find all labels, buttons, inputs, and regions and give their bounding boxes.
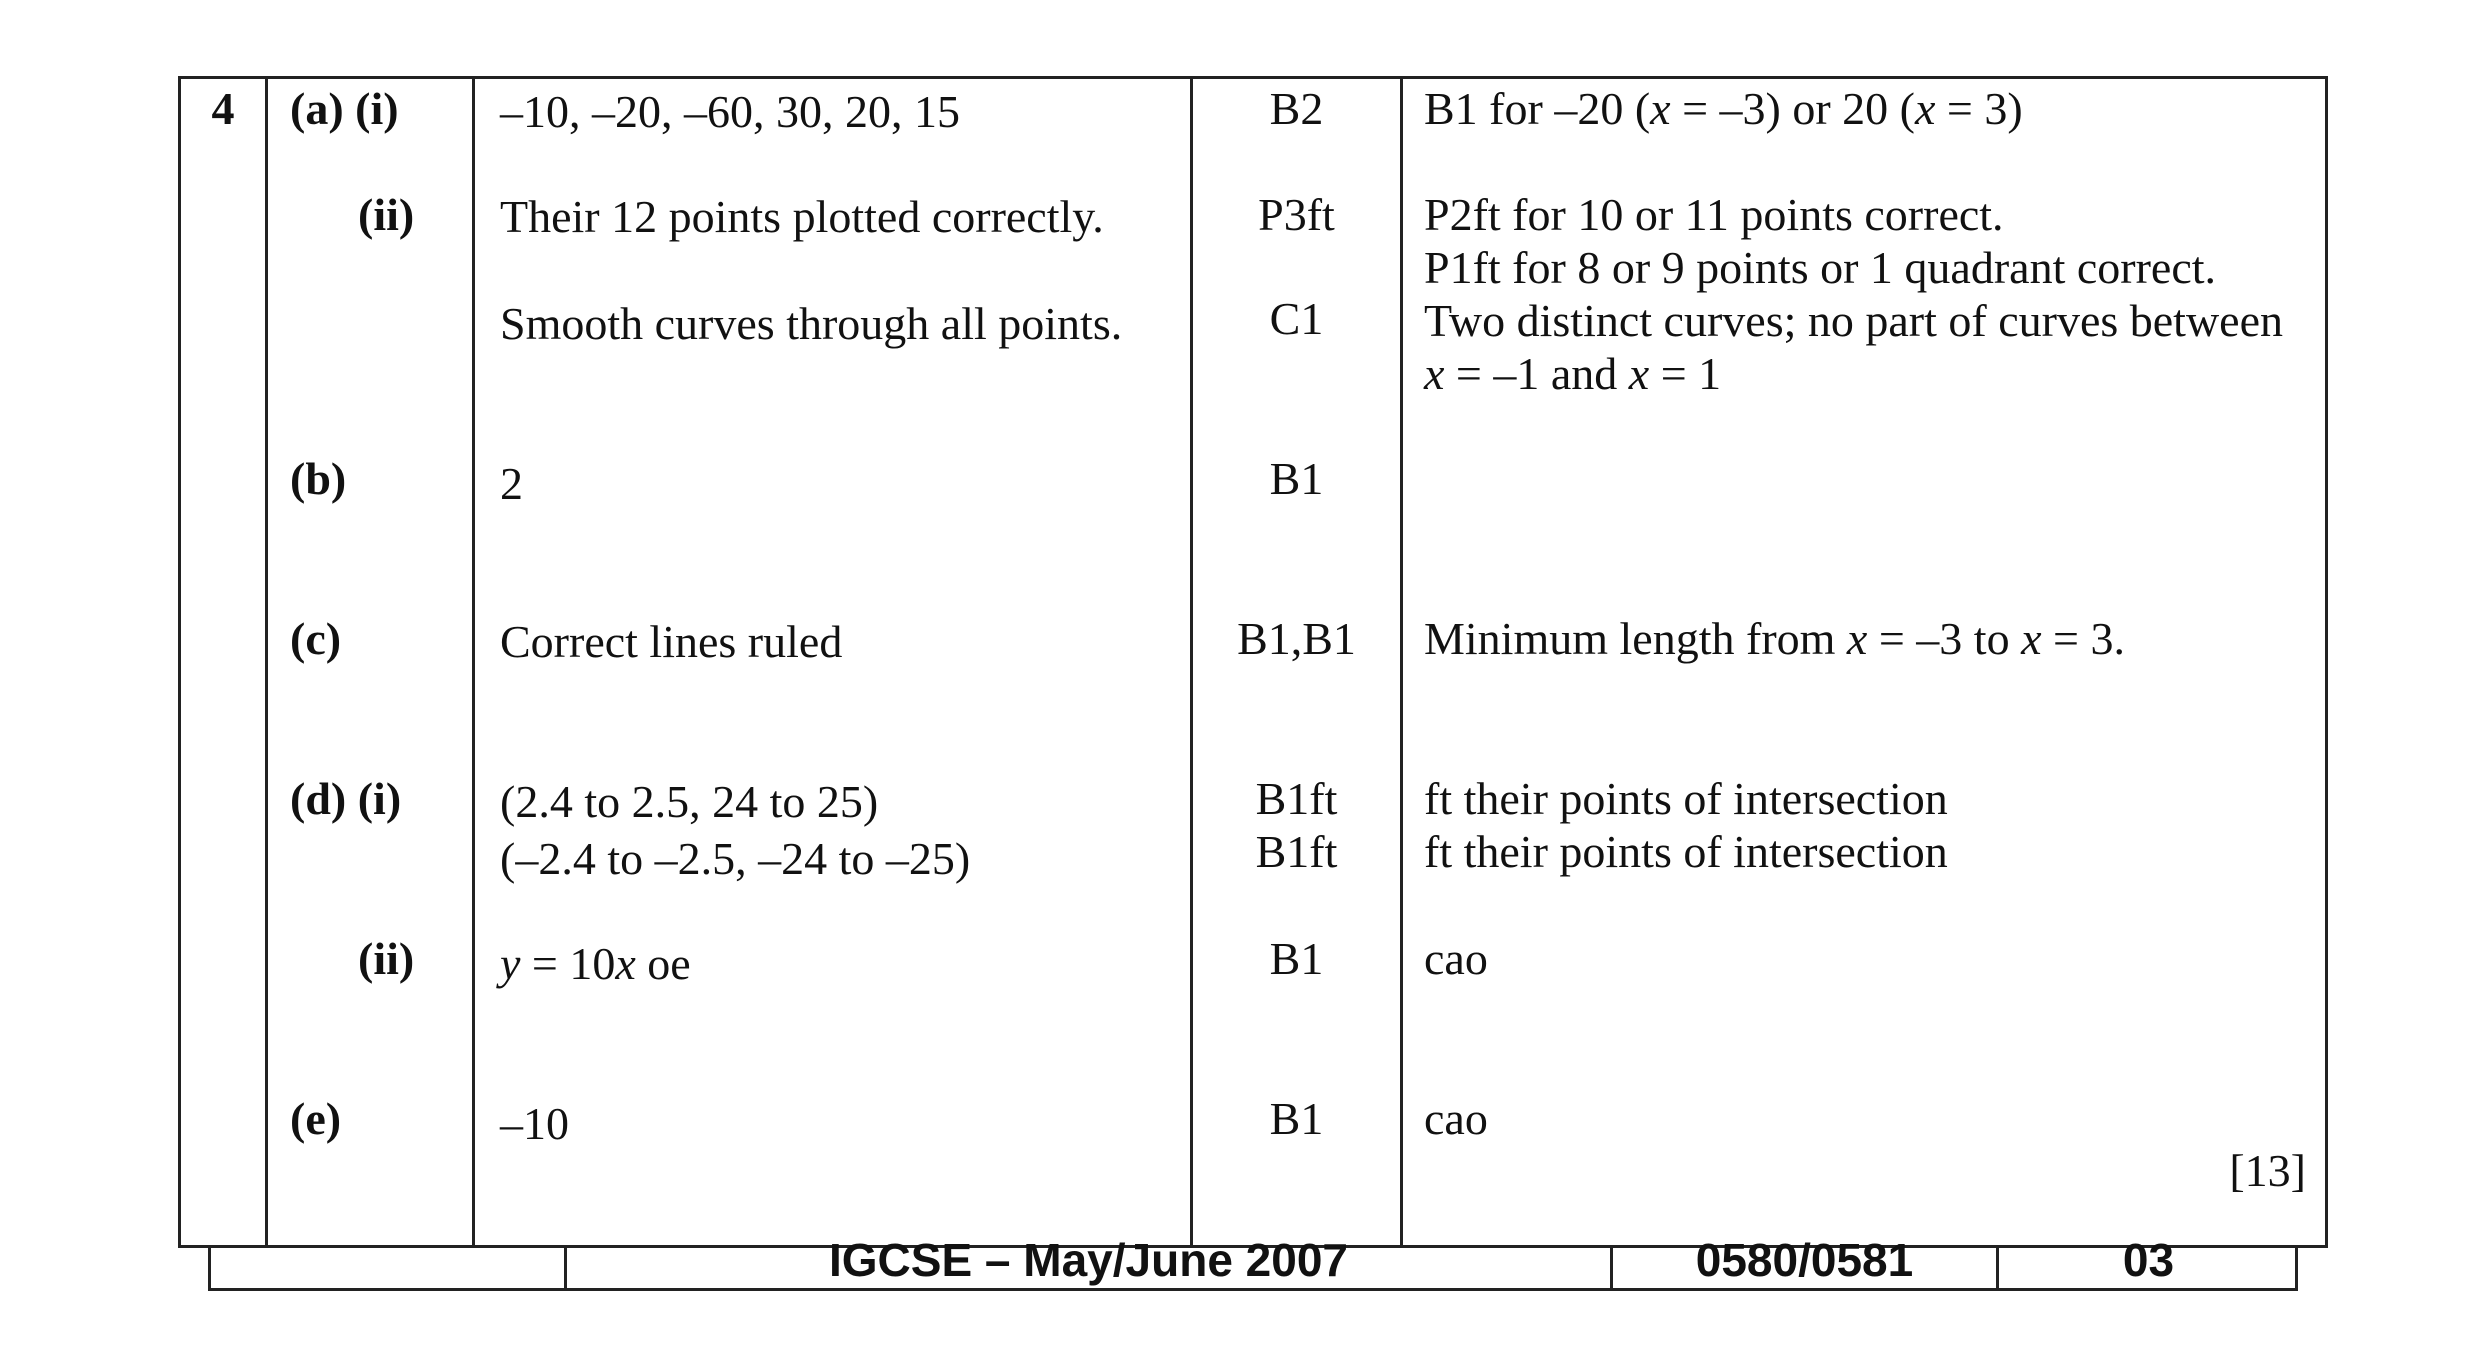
notes-a-ii-line3: Two distinct curves; no part of curves between bbox=[1424, 295, 2284, 346]
part-label-a-ii: (ii) bbox=[358, 189, 415, 240]
answer-d-ii: y = 10x oe bbox=[500, 938, 691, 989]
part-label-c: (c) bbox=[290, 613, 342, 664]
answer-a-ii-points: Their 12 points plotted correctly. bbox=[500, 191, 1104, 242]
answer-e: –10 bbox=[500, 1098, 569, 1149]
answer-a-ii-curves: Smooth curves through all points. bbox=[500, 298, 1123, 349]
mark-b: B1 bbox=[1269, 453, 1324, 504]
mark-e: B1 bbox=[1269, 1093, 1324, 1144]
column-divider bbox=[472, 76, 475, 1248]
mark-a-ii-points: P3ft bbox=[1258, 189, 1335, 240]
notes-d-i-line1: ft their points of intersection bbox=[1424, 773, 1948, 824]
mark-a-ii-curves: C1 bbox=[1269, 293, 1324, 344]
notes-a-i: B1 for –20 (x = –3) or 20 (x = 3) bbox=[1424, 83, 2023, 134]
mark-d-ii: B1 bbox=[1269, 933, 1324, 984]
notes-d-i-line2: ft their points of intersection bbox=[1424, 826, 1948, 877]
answer-b: 2 bbox=[500, 458, 523, 509]
part-label-d-i: (d) (i) bbox=[290, 773, 402, 824]
notes-e: cao bbox=[1424, 1093, 1488, 1144]
notes-a-ii-line4: x = –1 and x = 1 bbox=[1424, 348, 1722, 399]
notes-c: Minimum length from x = –3 to x = 3. bbox=[1424, 613, 2125, 664]
notes-a-ii-line1: P2ft for 10 or 11 points correct. bbox=[1424, 189, 2004, 240]
answer-d-i-positive: (2.4 to 2.5, 24 to 25) bbox=[500, 776, 879, 827]
part-label-e: (e) bbox=[290, 1093, 342, 1144]
notes-d-ii: cao bbox=[1424, 933, 1488, 984]
part-label-b: (b) bbox=[290, 453, 347, 504]
footer-syllabus-code: 0580/0581 bbox=[1695, 1234, 1914, 1286]
mark-d-i-negative: B1ft bbox=[1255, 826, 1338, 877]
column-divider bbox=[265, 76, 268, 1248]
answer-c: Correct lines ruled bbox=[500, 616, 843, 667]
mark-a-i: B2 bbox=[1269, 83, 1324, 134]
column-divider bbox=[1400, 76, 1403, 1248]
question-number: 4 bbox=[211, 83, 235, 134]
mark-d-i-positive: B1ft bbox=[1255, 773, 1338, 824]
mark-c: B1,B1 bbox=[1237, 613, 1356, 664]
part-label-a-i: (a) (i) bbox=[290, 83, 399, 134]
question-total-marks: [13] bbox=[2229, 1145, 2306, 1196]
answer-a-i: –10, –20, –60, 30, 20, 15 bbox=[500, 86, 960, 137]
footer-exam-session: IGCSE – May/June 2007 bbox=[828, 1234, 1349, 1286]
notes-a-ii-line2: P1ft for 8 or 9 points or 1 quadrant correct. bbox=[1424, 242, 2217, 293]
part-label-d-ii: (ii) bbox=[358, 933, 415, 984]
answer-d-i-negative: (–2.4 to –2.5, –24 to –25) bbox=[500, 833, 971, 884]
footer-paper-number: 03 bbox=[2122, 1234, 2175, 1286]
